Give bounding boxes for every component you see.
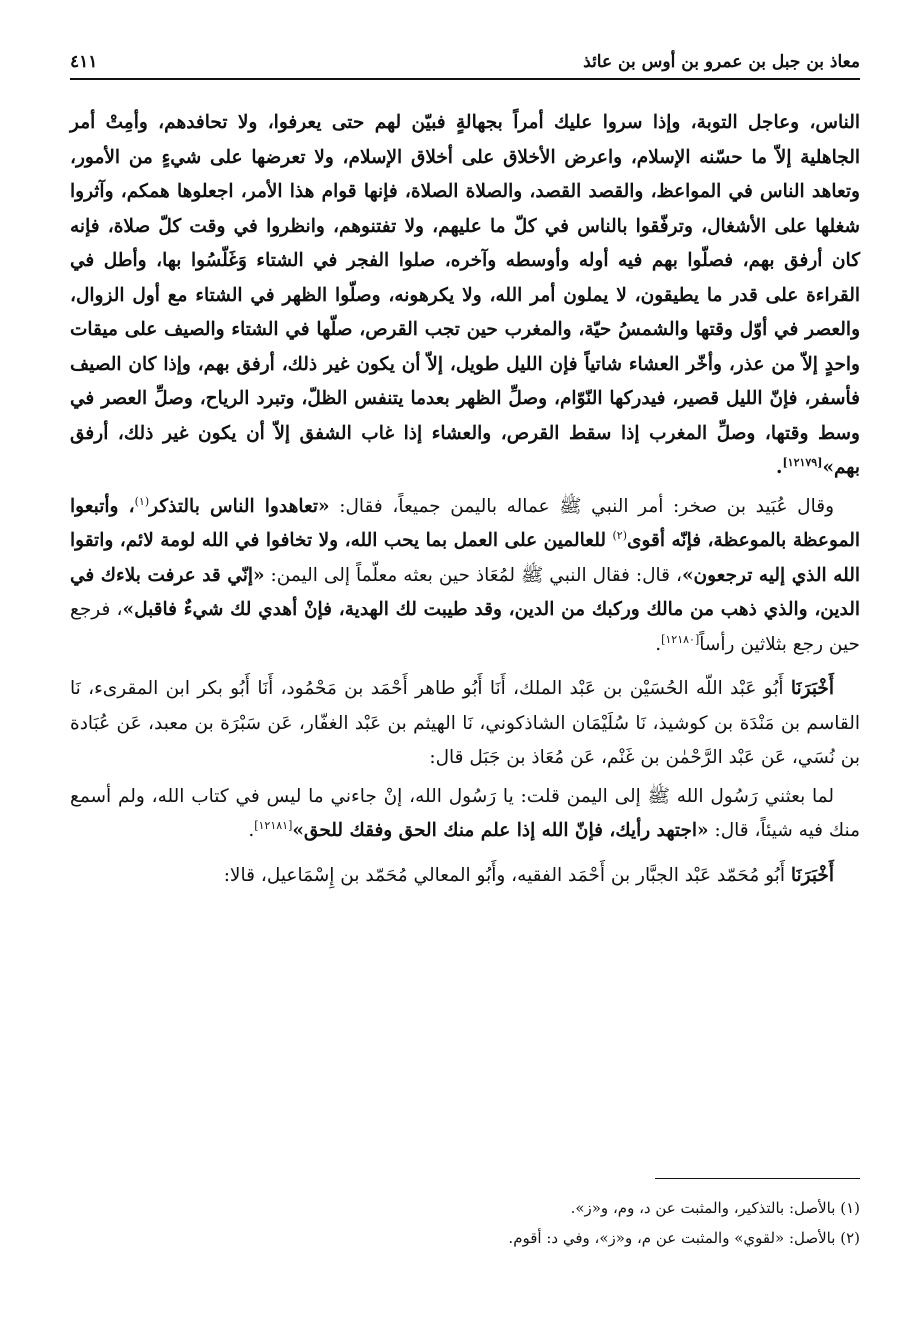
paragraph-1 <box>70 106 860 486</box>
footnote-number: (٢) <box>840 1229 860 1247</box>
footnote-marker-1: (١) <box>134 494 150 508</box>
period: . <box>655 633 662 655</box>
footnotes <box>70 1178 860 1253</box>
quote-1: «تعاهدوا الناس بالتذكر <box>149 495 330 517</box>
footnote-divider <box>655 1178 860 1179</box>
running-header <box>70 52 860 80</box>
paragraph-2 <box>70 490 860 663</box>
paragraph-3 <box>70 672 860 776</box>
quote-3: للعالمين على العمل بما يحب الله، ولا تخافوا في الله لومة لائم، واتقوا الله الذي إليه ترجعون» <box>70 530 861 586</box>
quote-4: «إنّي قد عرفت بلاءك في الدين، والذي ذهب من مالك وركبك من الدين، وقد طيبت لك الهدية، فإنْ أهدي لك شيءٌ فاقبل» <box>70 564 861 620</box>
footnote-text: بالأصل: بالتذكير، والمثبت عن د، وم، و«ز». <box>570 1199 836 1217</box>
paragraph-2-intro: وقال عُبَيد بن صخر: أمر النبي ﷺ عماله باليمن جميعاً، فقال: <box>329 495 834 517</box>
hadith-ref: [١٢١٨٠] <box>661 632 700 646</box>
hadith-ref: [١٢١٧٩] <box>782 455 823 469</box>
footnote-marker-2: (٢) <box>612 528 627 542</box>
page-number: ٤١١ <box>70 52 98 72</box>
footnote-1 <box>70 1193 860 1223</box>
quote-2: ، وأتبعوا الموعظة بالموعظة، فإنّه أقوى <box>70 495 860 551</box>
paragraph-3-text: أَبُو عَبْد اللّه الحُسَيْن بن عَبْد الملك، أَنَا أَبُو طاهر أَحْمَد بن مَحْمُود، أَنَا أَبُو بكر ابن المقرىء، نَا القاسم بن مَنْدَة بن كوشيذ، نَا سُلَيْمَان الشاذكوني، نَا الهيثم بن عَبْد الغفّار، عَن سَبْرَة بن معبد، عَن عُبَادة بن نُسَي، عَن عَبْد الرَّحْمٰن بن غَنْم، عَن مُعَاذ بن جَبَل قال: <box>70 678 860 768</box>
akhbarana-word: أَخْبَرَنَا <box>790 678 834 699</box>
paragraph-5-text: أَبُو مُحَمّد عَبْد الجبَّار بن أَحْمَد الفقيه، وأَبُو المعالي مُحَمّد بن إِسْمَاعيل، قالا: <box>223 864 791 886</box>
period: . <box>248 820 255 841</box>
footnote-number: (١) <box>840 1199 860 1217</box>
paragraph-2-tail: ، فرجع حين رجع بثلاثين رأساً <box>70 599 860 655</box>
paragraph-5 <box>70 859 860 894</box>
running-title: معاذ بن جبل بن عمرو بن أوس بن عائذ <box>583 52 860 72</box>
period: . <box>776 457 783 478</box>
document-page <box>70 52 860 893</box>
paragraph-4 <box>70 780 860 849</box>
footnote-text: بالأصل: «لقوي» والمثبت عن م، و«ز»، وفي د: أقوم. <box>508 1229 836 1247</box>
paragraph-1-text: الناس، وعاجل التوبة، وإذا سروا عليك أمراً بجهالةٍ فبيّن لهم حتى يعرفوا، ولا تحافدهم، وأمِتْ أمر الجاهلية إلاّ ما حسّنه الإسلام، واعرض الأخلاق على أخلاق الإسلام، ولا تعرضها على شيءٍ من الأمور، وتعاهد الناس في المواعظ، والقصد القصد، والصلاة الصلاة، فإنها قوام هذا الأمر، اجعلوها همكم، وآثروا شغلها على الأشغال، وترفّقوا بالناس في كلّ ما عليهم، ولا تفتنوهم، وانظروا في وقت كلّ صلاة، فإنه كان أرفق بهم، فصلّوا بهم فيه أوله وأوسطه وآخره، صلوا الفجر في الشتاء وَغَلّسُوا بها، وأطل في القراءة على قدر ما يطيقون، لا يملون أمر الله، ولا يكرهونه، وصلّوا الظهر في الشتاء مع أول الزوال، والعصر في أوّل وقتها والشمسُ حيّة، والمغرب حين تجب القرص، صلّها في الشتاء والصيف على ميقات واحدٍ إلاّ من عذر، وأخّر العشاء شاتياً فإن الليل طويل، إلاّ أن يكون غير ذلك، أرفق بهم، وإذا كان الصيف فأسفر، فإنّ الليل قصير، فيدركها النّوّام، وصلِّ الظهر بعدما يتنفس الظلّ، وتبرد الرياح، وصلِّ العصر في وسط وقتها، وصلِّ المغرب إذا سقط القرص، والعشاء إذا غاب الشفق إلاّ أن يكون غير ذلك، أرفق بهم» <box>70 112 860 478</box>
hadith-ref: [١٢١٨١] <box>254 818 293 832</box>
paragraph-4-text: لما بعثني رَسُول الله ﷺ إلى اليمن قلت: يا رَسُول الله، إنْ جاءني ما ليس في كتاب الله، ولم أسمع منك فيه شيئاً، قال: <box>70 785 860 841</box>
akhbarana-word: أَخْبَرَنَا <box>790 864 834 886</box>
quote-5: «اجتهد رأيك، فإنّ الله إذا علم منك الحق وفقك للحق» <box>292 820 709 841</box>
footnote-2 <box>70 1223 860 1253</box>
main-text <box>70 106 860 893</box>
paragraph-2-mid: ، قال: فقال النبي ﷺ لمُعَاذ حين بعثه معلّماً إلى اليمن: <box>264 564 682 586</box>
